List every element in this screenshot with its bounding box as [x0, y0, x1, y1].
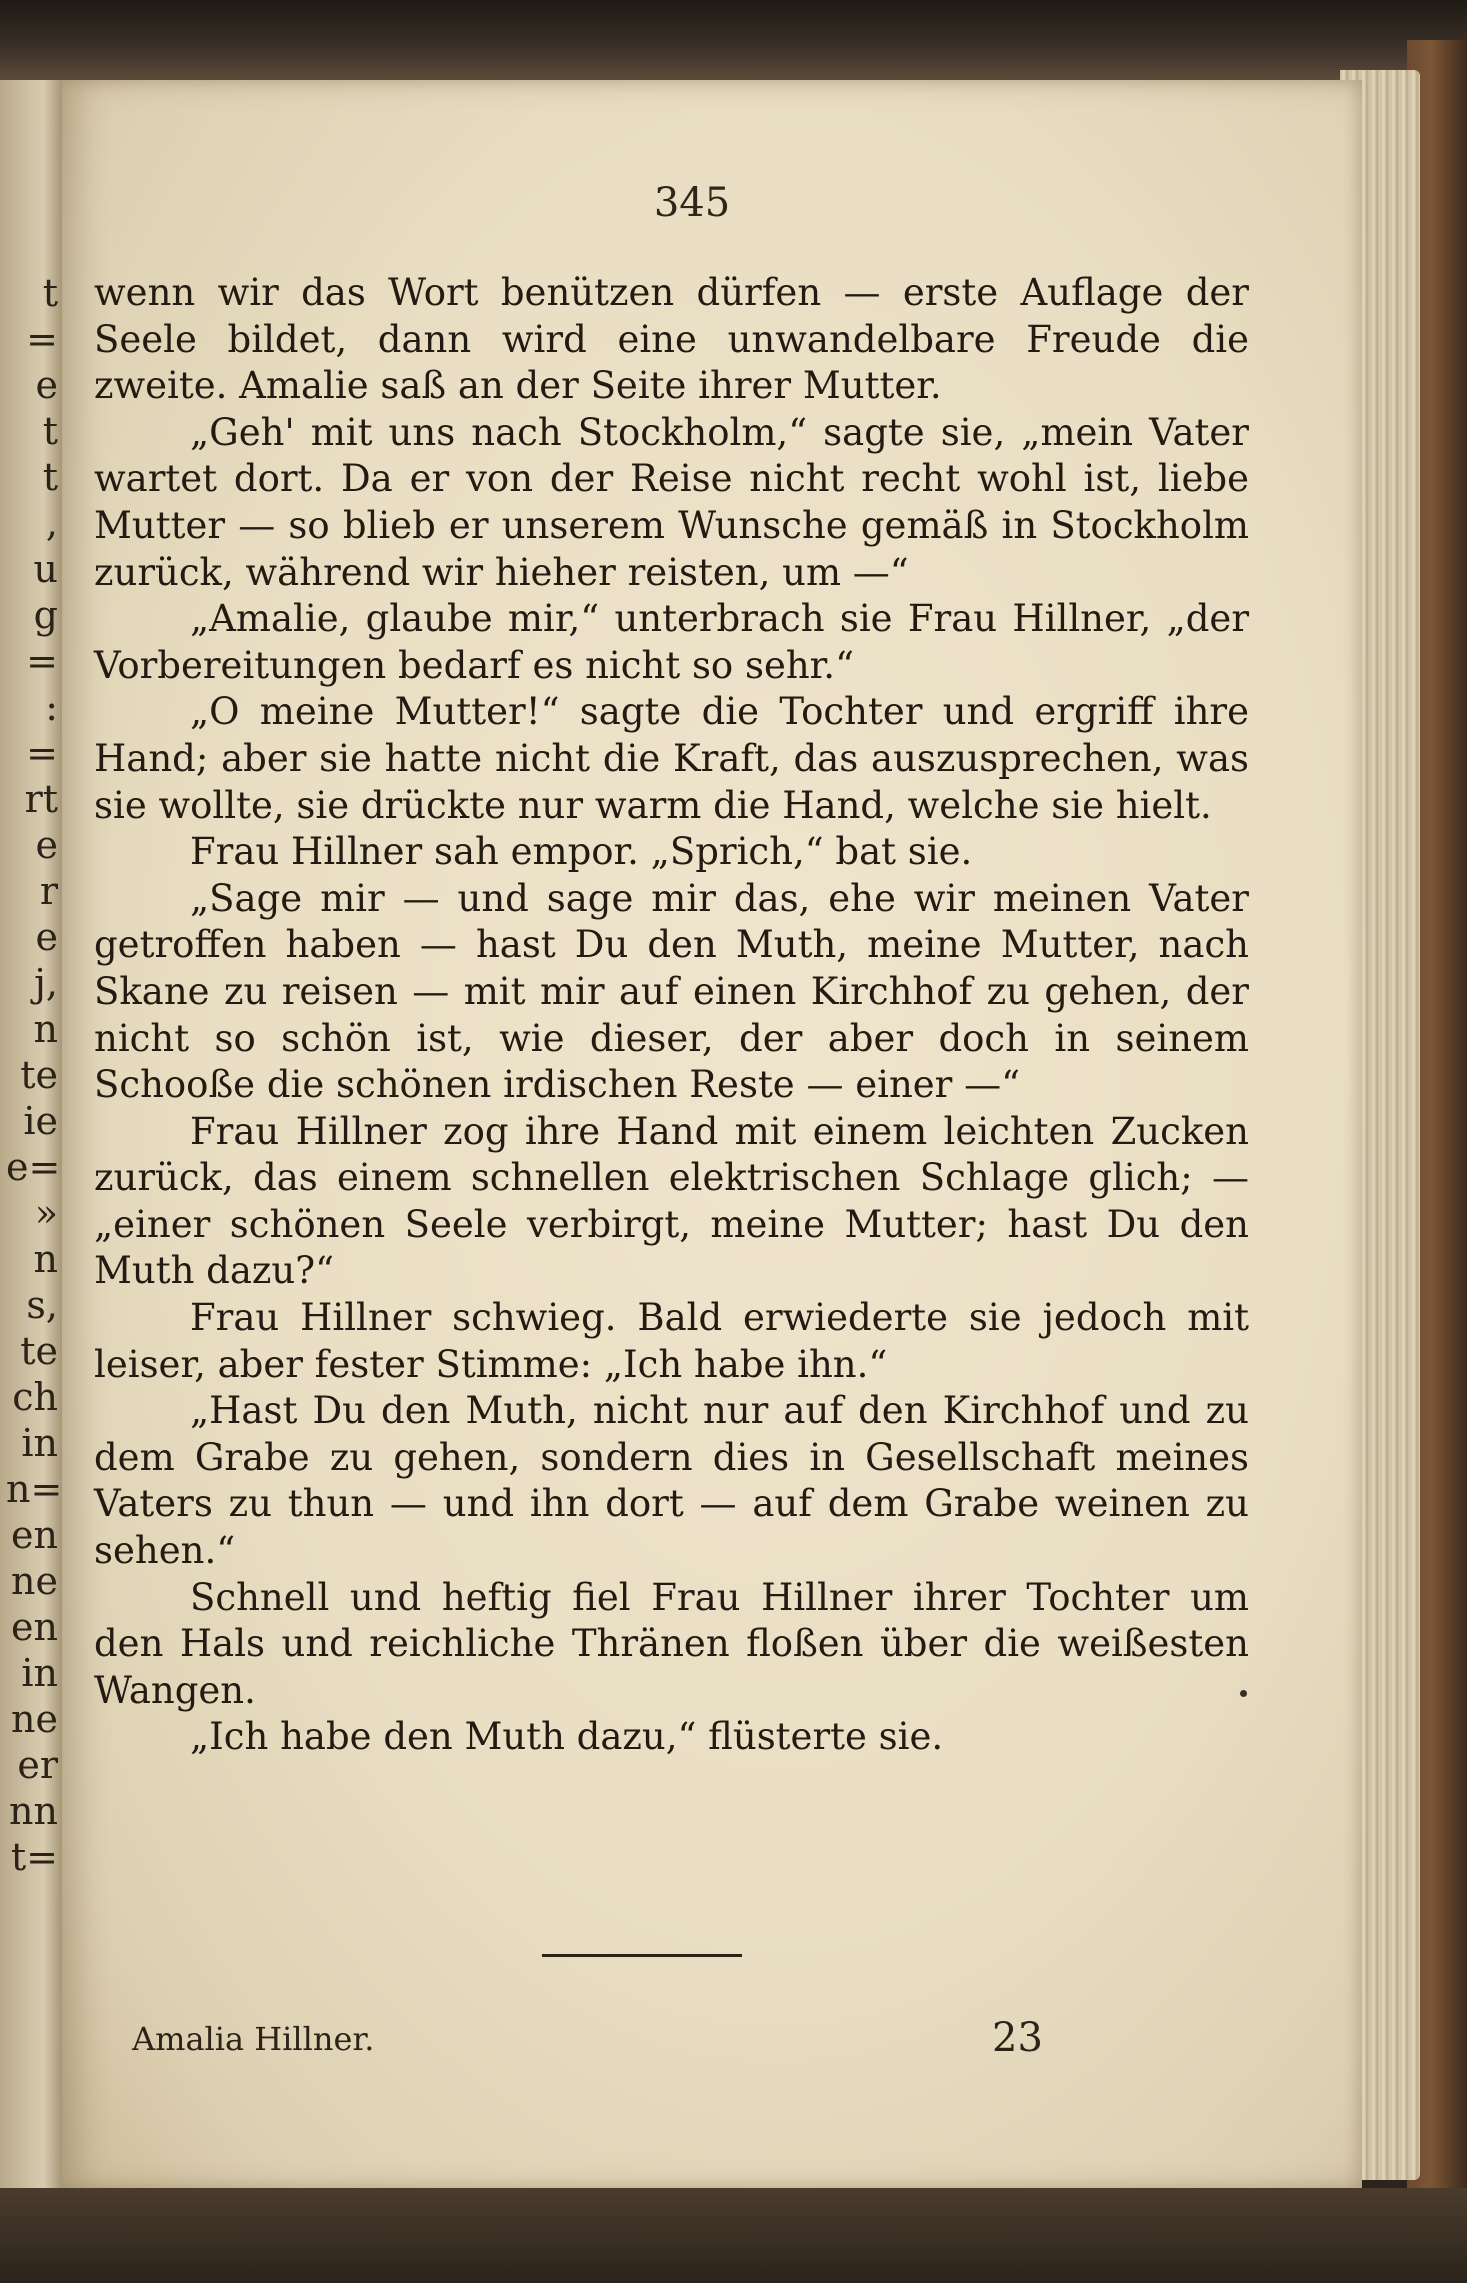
book-page	[62, 80, 1362, 2190]
facing-page-letter: ne	[11, 1697, 58, 1741]
facing-page-letter: u	[33, 547, 58, 591]
body-text	[94, 270, 1249, 1761]
paragraph: Schnell und heftig fiel Frau Hillner ihrer Tochter um den Hals und reichliche Thränen floßen über die weißesten Wangen.	[94, 1575, 1249, 1712]
facing-page-letter: en	[11, 1513, 58, 1557]
facing-page-letter: r	[39, 869, 58, 913]
paragraph: „Hast Du den Muth, nicht nur auf den Kirchhof und zu dem Grabe zu gehen, sondern dies in Gesellschaft meines Vaters zu thun — und ihn dort — auf dem Grabe weinen zu sehen.“	[94, 1389, 1249, 1573]
facing-page-letter: »	[34, 1191, 58, 1235]
paragraph: „O meine Mutter!“ sagte die Tochter und ergriff ihre Hand; aber sie hatte nicht die Kraft, das auszusprechen, was sie wollte, sie drückte nur warm die Hand, welche sie hielt.	[94, 690, 1249, 827]
facing-page-letter: t	[42, 271, 58, 315]
facing-page-letter: =	[26, 731, 58, 775]
paragraph: Frau Hillner sah empor. „Sprich,“ bat sie.	[190, 830, 973, 874]
facing-page-letter: in	[21, 1421, 58, 1465]
facing-page-letter: s,	[26, 1283, 58, 1327]
facing-page-letter: e	[35, 915, 58, 959]
facing-page-letter: ie	[23, 1099, 58, 1143]
facing-page-letter: =	[26, 317, 58, 361]
facing-page-letter: n=	[6, 1467, 62, 1511]
facing-page-letter: t	[42, 455, 58, 499]
facing-page-letter: e=	[6, 1145, 61, 1189]
paragraph: „Amalie, glaube mir,“ unterbrach sie Frau Hillner, „der Vorbereitungen bedarf es nicht so sehr.“	[94, 597, 1249, 687]
facing-page-letter: n	[33, 1237, 58, 1281]
paragraph: Frau Hillner zog ihre Hand mit einem leichten Zucken zurück, das einem schnellen elektrischen Schlage glich; — „einer schönen Seele verbirgt, meine Mutter; hast Du den Muth dazu?“	[94, 1109, 1249, 1293]
facing-page-letter: in	[21, 1651, 58, 1695]
section-rule	[542, 1954, 742, 1957]
facing-page-letter: :	[45, 685, 58, 729]
facing-page-letters	[6, 270, 62, 1880]
sheet-number: 23	[992, 2015, 1043, 2061]
facing-page-letter: en	[11, 1605, 58, 1649]
facing-page-letter: ch	[12, 1375, 58, 1419]
paragraph: „Geh' mit uns nach Stockholm,“ sagte sie, „mein Vater wartet dort. Da er von der Reise nicht recht wohl ist, liebe Mutter — so blieb er unserem Wunsche gemäß in Stockholm zurück, während wir hieher reisten, um —“	[94, 410, 1249, 594]
paragraph: „Ich habe den Muth dazu,“ flüsterte sie.	[190, 1715, 944, 1759]
page-number: 345	[653, 180, 731, 226]
facing-page-letter: t	[42, 409, 58, 453]
facing-page-letter: n	[33, 1007, 58, 1051]
facing-page-letter: t=	[10, 1835, 58, 1879]
facing-page-letter: j,	[34, 961, 58, 1005]
facing-page-letter: nn	[9, 1789, 58, 1833]
book-top-edge	[0, 0, 1467, 80]
paragraph: Frau Hillner schwieg. Bald erwiederte sie jedoch mit leiser, aber fester Stimme: „Ich habe ihn.“	[94, 1296, 1249, 1386]
facing-page-letter: te	[20, 1053, 58, 1097]
facing-page-letter: rt	[24, 777, 58, 821]
book-bottom-edge	[0, 2188, 1467, 2283]
facing-page-letter: e	[35, 363, 58, 407]
facing-page-letter: ,	[45, 501, 58, 545]
facing-page-letter: =	[26, 639, 58, 683]
signature-mark: Amalia Hillner.	[132, 2020, 375, 2058]
paragraph: „Sage mir — und sage mir das, ehe wir meinen Vater getroffen haben — hast Du den Muth, meine Mutter, nach Skane zu reisen — mit mir auf einen Kirchhof zu gehen, der nicht so schön ist, wie dieser, der aber doch in seinem Schooße die schönen irdischen Reste — einer —“	[94, 876, 1249, 1107]
paragraph: wenn wir das Wort benützen dürfen — erste Auflage der Seele bildet, dann wird eine unwandelbare Freude die zweite. Amalie saß an der Seite ihrer Mutter.	[94, 271, 1249, 408]
facing-page-letter: er	[17, 1743, 58, 1787]
facing-page-letter: ne	[11, 1559, 58, 1603]
facing-page-letter: e	[35, 823, 58, 867]
facing-page-letter: g	[33, 593, 58, 637]
facing-page-letter: te	[20, 1329, 58, 1373]
facing-page-edge	[0, 80, 62, 2190]
ink-speck	[1240, 1690, 1247, 1697]
